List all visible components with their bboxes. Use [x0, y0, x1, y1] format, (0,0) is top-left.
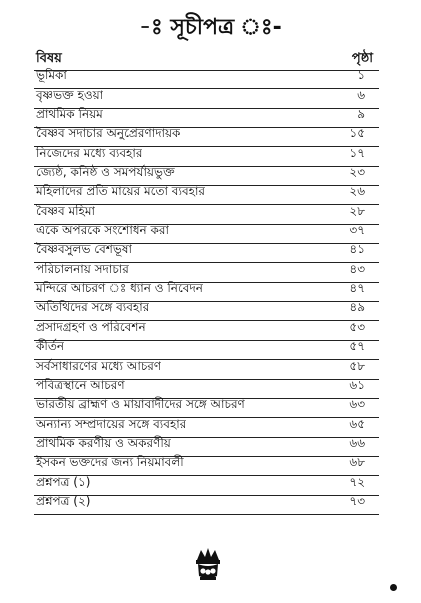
toc-entry-label: অতিথিদের সঙ্গে ব্যবহার	[36, 300, 150, 315]
table-of-contents	[34, 50, 379, 515]
toc-entry-page: ৬	[357, 87, 365, 102]
toc-entry-label: বৈষ্ণবসুলভ বেশভূষা	[36, 242, 132, 257]
toc-entry-page: ৬৬	[349, 435, 365, 450]
toc-entry-page: ৪৭	[349, 281, 365, 296]
toc-entry-page: ২৬	[349, 184, 365, 199]
toc-entry-label: বৈষ্ণব সদাচার অনুপ্রেরণাদায়ক	[36, 126, 181, 141]
toc-entry-label: ইসকন ভক্তদের জন্য নিয়মাবলী	[36, 455, 184, 470]
toc-entry-page: ৭৩	[349, 493, 365, 508]
page-mark-dot	[390, 584, 397, 591]
toc-entry-label: অন্যান্য সম্প্রদায়ের সঙ্গে ব্যবহার	[36, 416, 187, 431]
toc-entry-label: বৈষ্ণব মহিমা	[36, 203, 95, 218]
toc-entry-page: ৭২	[349, 474, 365, 489]
toc-entry-label: বৃষ্ণভক্ত হওয়া	[36, 87, 104, 102]
toc-entry-page: ৯	[357, 107, 365, 122]
subject-column-header: বিষয়	[36, 51, 62, 66]
toc-entry-page: ১৫	[349, 126, 365, 141]
toc-entry-page: ৪৩	[349, 261, 365, 276]
toc-entry-label: প্রশ্নপত্র (১)	[36, 474, 91, 489]
toc-entry-page: ৫৭	[349, 339, 365, 354]
toc-entries	[34, 70, 379, 515]
toc-entry-label: প্রাথমিক নিয়ম	[36, 107, 103, 122]
toc-entry	[34, 321, 379, 340]
toc-entry-label: পরিচালনায় সদাচার	[36, 261, 129, 276]
toc-entry-page: ৬১	[349, 377, 365, 392]
toc-entry-label: একে অপরকে সংশোধন করা	[36, 223, 170, 238]
toc-entry-page: ৫৮	[349, 358, 365, 373]
toc-entry-page: ১	[357, 68, 365, 83]
toc-entry-label: ভূমিকা	[36, 68, 67, 83]
toc-entry-page: ৪৯	[349, 300, 365, 315]
toc-entry-page: ২৮	[349, 203, 365, 218]
page-column-header: পৃষ্ঠা	[351, 51, 373, 66]
toc-entry-page: ৬৩	[349, 397, 365, 412]
toc-entry-page: ৪১	[349, 242, 365, 257]
toc-entry-page: ১৭	[349, 145, 365, 160]
toc-entry-label: প্রাথমিক করণীয় ও অকরণীয়	[36, 435, 171, 450]
toc-entry-label: পবিত্রস্থানে আচরণ	[36, 377, 125, 392]
toc-entry-page: ৬৫	[349, 416, 365, 431]
toc-entry-label: সর্বসাধারণের মধ্যে আচরণ	[36, 358, 162, 373]
page-title: -ঃ সূচীপত্র ঃ-	[139, 15, 282, 40]
toc-entry-page: ৩৭	[349, 223, 365, 238]
publisher-logo-icon	[193, 546, 223, 582]
toc-entry-label: কীর্তন	[36, 339, 64, 354]
toc-entry-label: নিজেদের মধ্যে ব্যবহার	[36, 145, 143, 160]
toc-entry-page: ৫৩	[349, 319, 365, 334]
toc-entry	[34, 493, 379, 515]
toc-entry-label: মন্দিরে আচরণ ঃ ধ্যান ও নিবেদন	[36, 281, 203, 296]
toc-entry-label: জ্যেষ্ঠ, কনিষ্ঠ ও সমপর্যায়ভুক্ত	[36, 165, 175, 180]
toc-entry-page: ৬৮	[349, 455, 365, 470]
toc-entry-label: প্রশ্নপত্র (২)	[36, 493, 91, 508]
toc-header	[34, 50, 379, 70]
toc-entry-label: ভারতীয় ব্রাহ্মণ ও মায়াবাদীদের সঙ্গে আচরণ	[36, 397, 245, 412]
toc-entry-label: প্রসাদগ্রহণ ও পরিবেশন	[36, 319, 146, 334]
toc-entry-page: ২৩	[349, 165, 365, 180]
toc-entry-label: মহিলাদের প্রতি মায়ের মতো ব্যবহার	[36, 184, 206, 199]
